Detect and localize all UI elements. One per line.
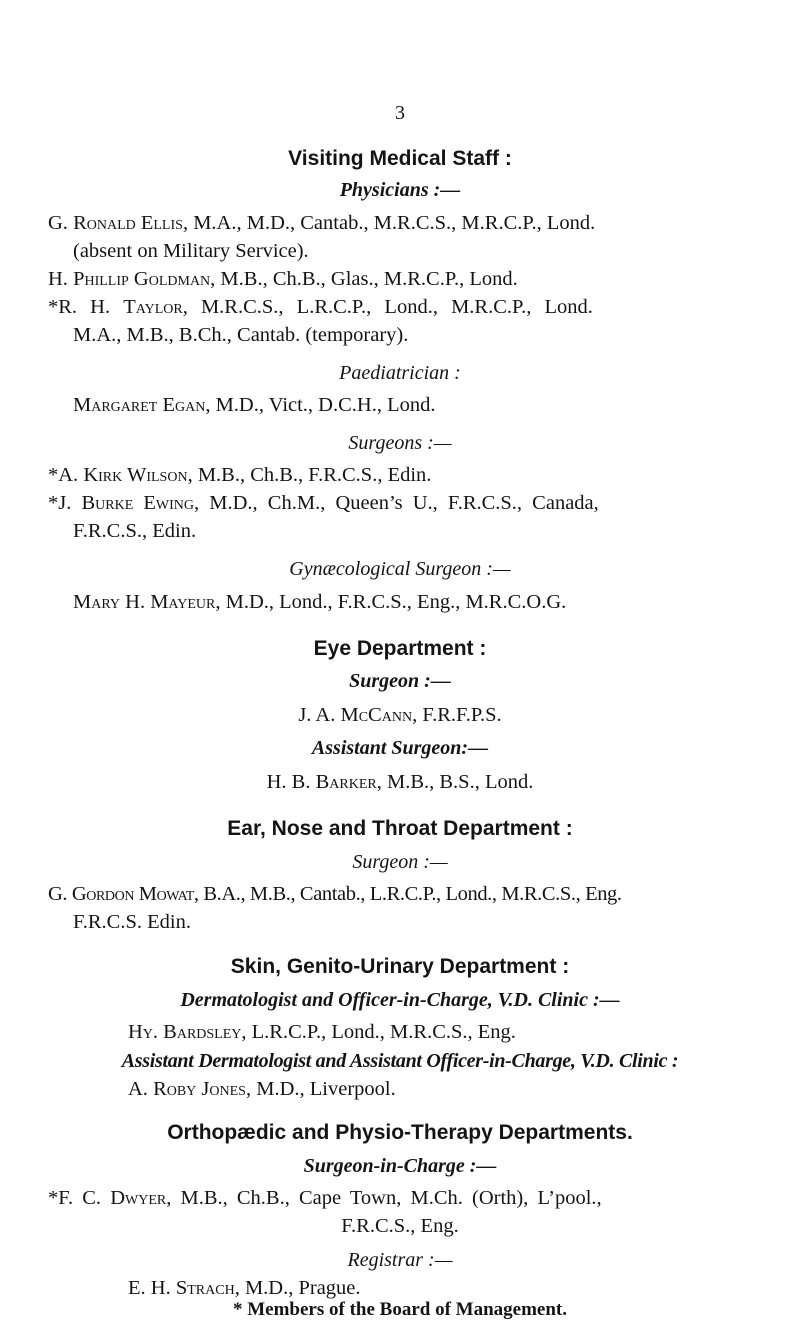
surgeons-heading: Surgeons :— <box>348 432 452 454</box>
registrar-name: Strach <box>175 1277 235 1299</box>
ortho-heading: Orthopædic and Physio-Therapy Departments. <box>167 1121 633 1144</box>
qualifications: , F.R.F.P.S. <box>412 704 502 726</box>
dermatologist-name: Hy. Bardsley <box>128 1021 242 1043</box>
physician-ellis <box>48 213 595 234</box>
prefix: G. <box>48 883 72 905</box>
surgeon-ewing <box>48 493 599 514</box>
gynaecologist-mayeur <box>73 592 566 613</box>
physician-ellis-note: (absent on Military Service). <box>73 240 309 262</box>
prefix: H. B. <box>266 771 316 793</box>
prefix: A. <box>128 1078 154 1100</box>
assistant-name: Roby Jones <box>153 1078 246 1100</box>
physicians-heading: Physicians :— <box>339 179 461 201</box>
prefix: J. A. <box>298 704 341 726</box>
qualifications: , M.D., Ch.M., Queen’s U., F.R.C.S., Canada, <box>194 492 599 514</box>
prefix: H. <box>48 268 74 290</box>
ortho-surgeon-dwyer-cont: F.R.C.S., Eng. <box>341 1215 459 1237</box>
eye-assistant-barker <box>0 772 800 793</box>
eye-assistant-heading: Assistant Surgeon:— <box>311 737 489 759</box>
registrar-heading: Registrar :— <box>347 1249 453 1271</box>
eye-surgeon-mccann <box>0 705 800 726</box>
physician-name: Taylor <box>123 296 183 318</box>
qualifications: , M.R.C.S., L.R.C.P., Lond., M.R.C.P., Lond. <box>182 296 593 318</box>
paediatrician-egan <box>73 395 435 416</box>
eye-heading: Eye Department : <box>313 637 487 660</box>
dermatologist-bardsley <box>128 1022 516 1043</box>
qualifications: , L.R.C.P., Lond., M.R.C.S., Eng. <box>241 1021 516 1043</box>
prefix: *J. <box>48 492 82 514</box>
prefix: *F. C. <box>48 1187 111 1209</box>
qualifications: , M.D., Prague. <box>234 1277 361 1299</box>
footnote: * Members of the Board of Management. <box>232 1299 567 1320</box>
paediatrician-name: Margaret Egan <box>73 394 206 416</box>
assistant-dermatologist-jones <box>128 1079 396 1100</box>
qualifications: , M.D., Vict., D.C.H., Lond. <box>205 394 436 416</box>
skin-heading: Skin, Genito-Urinary Department : <box>230 955 570 978</box>
prefix: *A. <box>48 464 84 486</box>
ent-surgeon-mowat-cont: F.R.C.S. Edin. <box>73 911 191 933</box>
physician-taylor <box>48 297 593 318</box>
surgeon-name: Gordon Mowat <box>71 883 194 905</box>
page-title: Visiting Medical Staff : <box>288 147 512 170</box>
prefix: E. H. <box>128 1277 176 1299</box>
qualifications: , M.B., Ch.B., Cape Town, M.Ch. (Orth), L’pool., <box>166 1187 602 1209</box>
ent-surgeon-heading: Surgeon :— <box>352 851 448 873</box>
qualifications: , M.D., Liverpool. <box>245 1078 396 1100</box>
qualifications: , M.B., Ch.B., Glas., M.R.C.P., Lond. <box>210 268 518 290</box>
assistant-dermatologist-heading: Assistant Dermatologist and Assistant Officer-in-Charge, V.D. Clinic : <box>121 1050 679 1072</box>
surgeon-name: Kirk Wilson <box>83 464 188 486</box>
eye-surgeon-heading: Surgeon :— <box>349 670 451 692</box>
surgeon-name: Dwyer <box>110 1187 167 1209</box>
page-number: 3 <box>395 102 405 124</box>
ent-surgeon-mowat <box>48 884 622 905</box>
ortho-surgeon-dwyer <box>48 1188 602 1209</box>
qualifications: , M.A., M.D., Cantab., M.R.C.S., M.R.C.P., Lond. <box>182 212 596 234</box>
surgeon-name: Burke Ewing <box>81 492 195 514</box>
surgeon-ewing-cont: F.R.C.S., Edin. <box>73 520 197 542</box>
ortho-surgeon-heading: Surgeon-in-Charge :— <box>303 1155 497 1177</box>
dermatologist-heading: Dermatologist and Officer-in-Charge, V.D. Clinic :— <box>180 989 620 1011</box>
physician-taylor-note: M.A., M.B., B.Ch., Cantab. (temporary). <box>73 324 409 346</box>
surgeon-wilson <box>48 465 431 486</box>
qualifications: , B.A., M.B., Cantab., L.R.C.P., Lond., M.R.C.S., Eng. <box>193 883 622 905</box>
qualifications: , M.B., B.S., Lond. <box>376 771 534 793</box>
gynaecological-heading: Gynæcological Surgeon :— <box>289 558 511 580</box>
ent-heading: Ear, Nose and Throat Department : <box>227 817 573 840</box>
registrar-strach <box>128 1278 361 1299</box>
paediatrician-heading: Paediatrician : <box>339 362 461 384</box>
physician-name: Ronald Ellis <box>73 212 183 234</box>
physician-goldman <box>48 269 518 290</box>
assistant-name: Barker <box>315 771 377 793</box>
qualifications: , M.D., Lond., F.R.C.S., Eng., M.R.C.O.G. <box>215 591 567 613</box>
gynaecologist-name: Mary H. Mayeur <box>73 591 216 613</box>
prefix: *R. H. <box>48 296 124 318</box>
qualifications: , M.B., Ch.B., F.R.C.S., Edin. <box>187 464 432 486</box>
prefix: G. <box>48 212 74 234</box>
physician-name: Phillip Goldman <box>73 268 211 290</box>
surgeon-name: McCann <box>340 704 413 726</box>
